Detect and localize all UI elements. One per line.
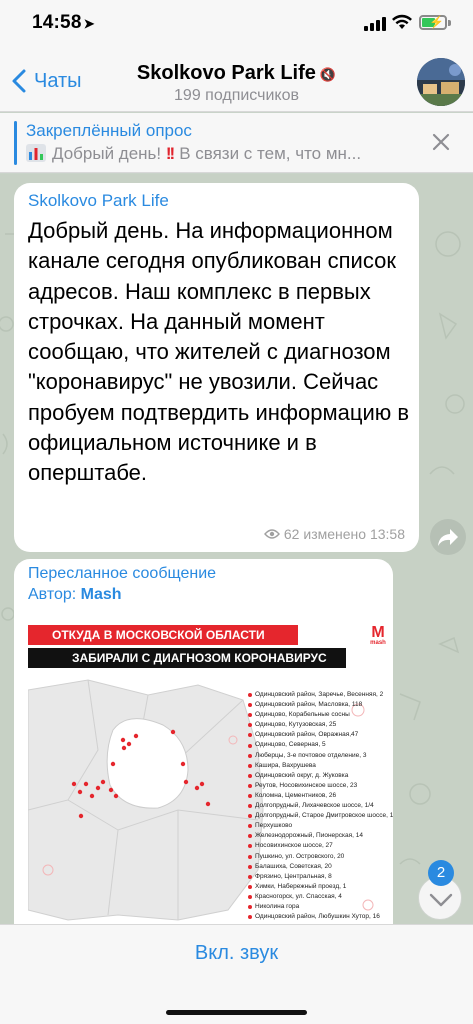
address-item: Одинцовский район, Масловка, 118 bbox=[248, 700, 393, 710]
address-item: Долгопрудный, Старое Дмитровское шоссе, 1 bbox=[248, 811, 393, 821]
message-meta bbox=[264, 526, 405, 542]
bar-chart-icon bbox=[26, 144, 46, 162]
infographic-image[interactable] bbox=[28, 618, 393, 924]
bottom-bar bbox=[0, 924, 473, 1024]
message-list[interactable] bbox=[0, 174, 473, 924]
address-item: Фрязино, Центральная, 8 bbox=[248, 872, 393, 882]
address-item: Одинцовский район, Любушкин Хутор, 16 bbox=[248, 912, 393, 922]
infographic-heading-1: ОТКУДА В МОСКОВСКОЙ ОБЛАСТИ bbox=[28, 625, 298, 645]
battery-cap bbox=[448, 20, 451, 26]
infographic-heading-2: ЗАБИРАЛИ С ДИАГНОЗОМ КОРОНАВИРУС bbox=[28, 648, 346, 668]
address-item: Балашиха, Советская, 20 bbox=[248, 862, 393, 872]
address-item: Пушкино, ул. Островского, 20 bbox=[248, 852, 393, 862]
edited-time: изменено 13:58 bbox=[303, 526, 405, 542]
address-item: Железнодорожный, Пионерская, 14 bbox=[248, 831, 393, 841]
avatar-image bbox=[417, 58, 465, 106]
share-arrow-icon bbox=[430, 519, 466, 555]
muted-icon: 🔇 bbox=[319, 67, 337, 82]
pinned-title: Закреплённый опрос bbox=[26, 121, 192, 140]
address-item: Одинцово, Кутузовская, 25 bbox=[248, 720, 393, 730]
mash-logo: M mash bbox=[370, 624, 386, 646]
channel-avatar[interactable] bbox=[417, 58, 465, 106]
address-item: Одинцовский округ, д. Жуковка bbox=[248, 771, 393, 781]
cellular-signal-icon bbox=[364, 17, 386, 31]
address-item: Кашира, Вахрушева bbox=[248, 761, 393, 771]
close-icon[interactable] bbox=[430, 131, 452, 153]
forwarded-label: Пересланное сообщение bbox=[28, 565, 217, 582]
pinned-poll[interactable] bbox=[0, 113, 473, 173]
status-bar bbox=[0, 0, 473, 50]
home-indicator bbox=[166, 1010, 307, 1015]
address-list bbox=[248, 690, 393, 922]
address-item: Одинцово, Северная, 5 bbox=[248, 740, 393, 750]
address-item: Красногорск, ул. Спасская, 4 bbox=[248, 892, 393, 902]
wifi-icon bbox=[391, 13, 413, 31]
forwarded-author[interactable]: Автор: Mash bbox=[28, 586, 122, 603]
address-item: Николина гора bbox=[248, 902, 393, 912]
battery-icon: ⚡ bbox=[419, 15, 447, 30]
address-item: Одинцово, Корабельные сосны bbox=[248, 710, 393, 720]
channel-title[interactable]: Skolkovo Park Life 🔇 bbox=[136, 62, 337, 84]
address-item: Люберцы, 3-е почтовое отделение, 3 bbox=[248, 751, 393, 761]
message-bubble[interactable] bbox=[14, 183, 419, 552]
message-text: Добрый день. На информационном канале сегодня опубликован список адресов. Наш комплекс в первых строчках. На данный момент сообщаю, что жителей с диагнозом "коронавирус" не увозили. Сейчас пробуем подтвердить информацию в официальном источнике и в оперштабе. bbox=[28, 218, 410, 486]
status-time: 14:58 ➤ bbox=[32, 12, 95, 33]
share-button[interactable] bbox=[430, 519, 466, 555]
address-item: Химки, Набережный проезд, 1 bbox=[248, 882, 393, 892]
unread-badge: 2 bbox=[428, 860, 454, 886]
view-count: 62 bbox=[283, 526, 300, 542]
chat-header bbox=[0, 50, 473, 112]
address-item: Носовихинское шоссе, 27 bbox=[248, 841, 393, 851]
subscriber-count: 199 подписчиков bbox=[174, 87, 299, 104]
address-item: Коломна, Цементников, 26 bbox=[248, 791, 393, 801]
address-item: Перхушково bbox=[248, 821, 393, 831]
unmute-button[interactable]: Вкл. звук bbox=[194, 942, 279, 964]
address-item: Реутов, Носовихинское шоссе, 23 bbox=[248, 781, 393, 791]
address-item: Одинцовский район, Заречье, Весенняя, 2 bbox=[248, 690, 393, 700]
message-author[interactable]: Skolkovo Park Life bbox=[28, 191, 169, 210]
forwarded-message-bubble[interactable] bbox=[14, 559, 393, 924]
address-item: Долгопрудный, Лихачевское шоссе, 1/4 bbox=[248, 801, 393, 811]
pinned-indicator bbox=[14, 121, 17, 165]
double-exclamation-icon: !! bbox=[165, 144, 174, 163]
eye-icon bbox=[264, 528, 280, 540]
back-label: Чаты bbox=[34, 69, 82, 92]
location-arrow-icon: ➤ bbox=[83, 16, 95, 31]
address-item: Одинцовский район, Овражная,47 bbox=[248, 730, 393, 740]
pinned-preview: Добрый день! !! В связи с тем, что мн... bbox=[26, 144, 361, 164]
